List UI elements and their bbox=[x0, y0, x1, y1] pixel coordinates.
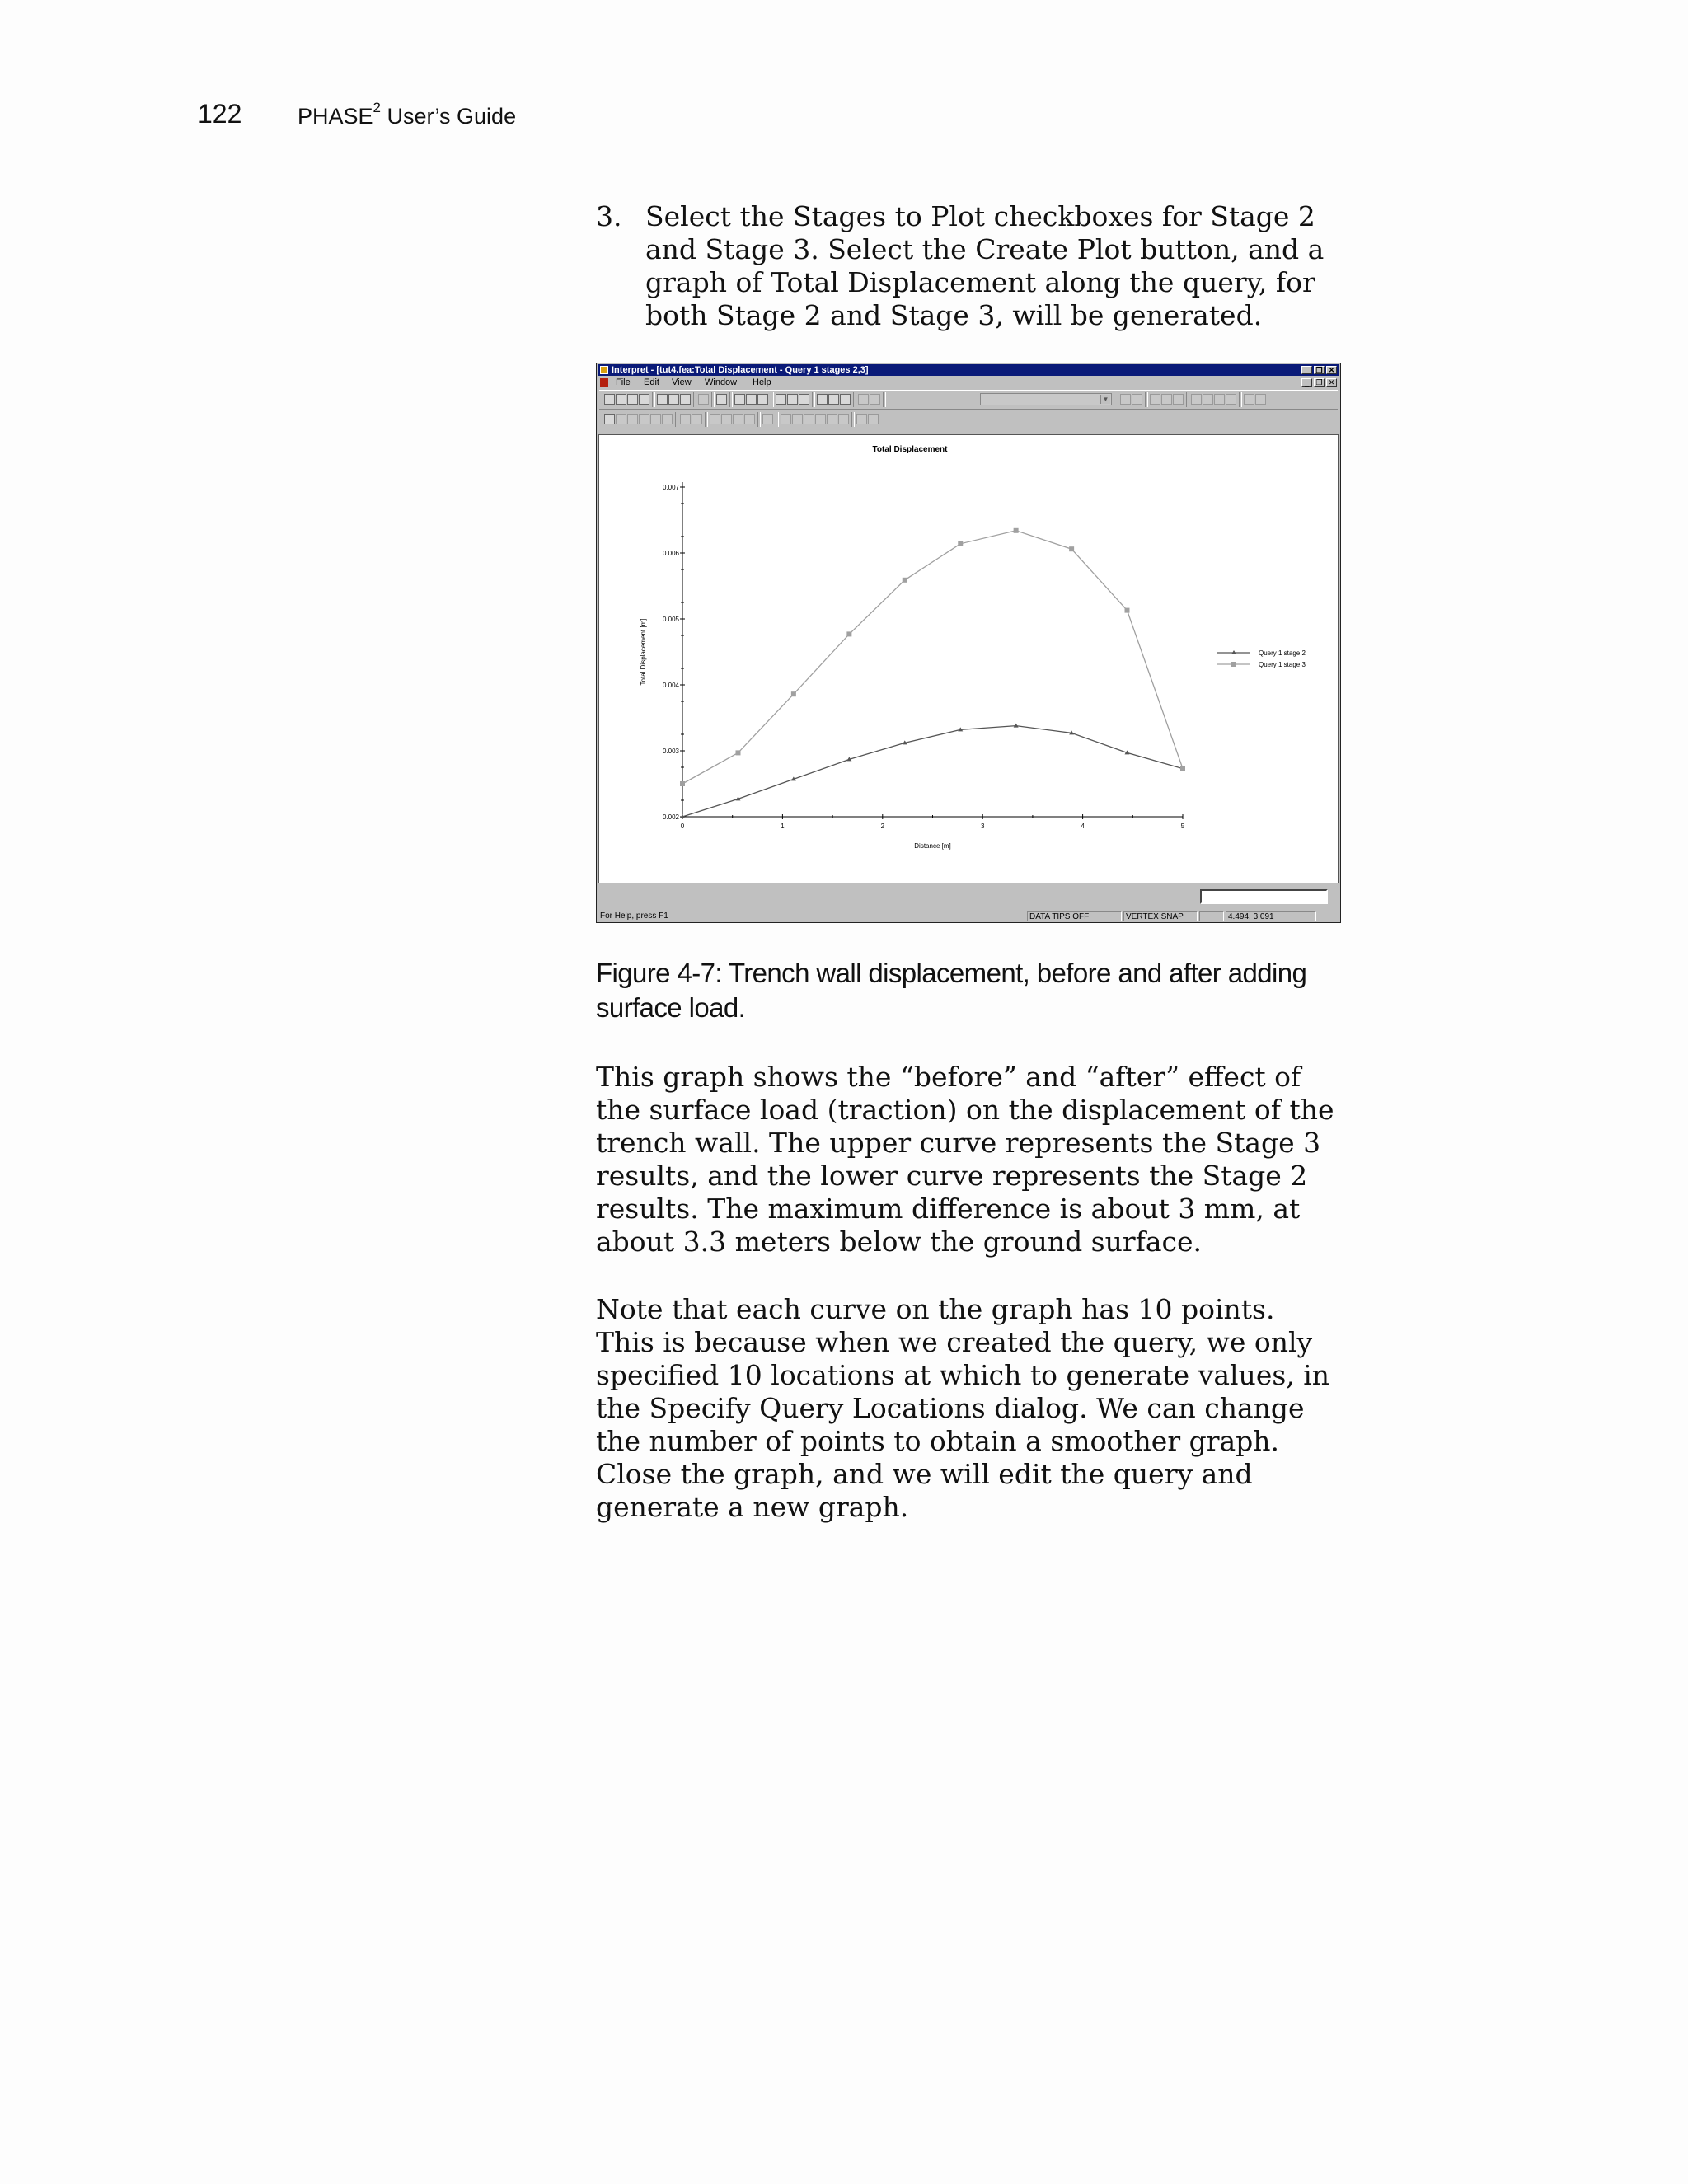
export-icon[interactable] bbox=[627, 394, 638, 405]
draw-line-icon[interactable] bbox=[616, 414, 626, 424]
series-line-1 bbox=[682, 726, 1183, 817]
angle-icon[interactable] bbox=[721, 414, 732, 424]
close-icon[interactable]: ✕ bbox=[1326, 366, 1337, 374]
page-number: 122 bbox=[198, 99, 242, 129]
running-header bbox=[298, 100, 517, 129]
y-tick-label: 0.003 bbox=[662, 748, 679, 755]
grid-icon[interactable] bbox=[716, 394, 727, 405]
record-icon[interactable] bbox=[734, 394, 745, 405]
tool-d-icon[interactable] bbox=[1161, 394, 1172, 405]
menu-view[interactable]: View bbox=[672, 377, 692, 387]
x-tick-label: 4 bbox=[1081, 823, 1085, 830]
y-tick-label: 0.007 bbox=[662, 484, 679, 491]
legend-marker-2 bbox=[1231, 662, 1236, 667]
toolbar-separator bbox=[1145, 392, 1148, 407]
restore-icon[interactable]: ❐ bbox=[1314, 366, 1325, 374]
data-point-square bbox=[958, 541, 963, 546]
chart-title: Total Displacement bbox=[872, 445, 948, 454]
preview-icon[interactable] bbox=[668, 394, 679, 405]
toolbar-separator bbox=[711, 392, 715, 407]
zoom-in-icon[interactable] bbox=[787, 394, 798, 405]
blank-icon[interactable] bbox=[698, 394, 709, 405]
data-point-square bbox=[680, 781, 685, 786]
status-data-tips[interactable]: DATA TIPS OFF bbox=[1027, 911, 1122, 921]
plot-area bbox=[598, 434, 1339, 883]
data-point-square bbox=[903, 578, 907, 583]
data-point-square bbox=[1014, 528, 1019, 533]
plot-controls-strip bbox=[598, 886, 1339, 909]
query-edit-icon[interactable] bbox=[870, 394, 880, 405]
running-title-rest: User’s Guide bbox=[381, 104, 517, 129]
rectangle-icon[interactable] bbox=[639, 414, 649, 424]
x-tick-label: 1 bbox=[781, 823, 785, 830]
legend-label-2: Query 1 stage 3 bbox=[1259, 661, 1306, 668]
dimension-icon[interactable] bbox=[692, 414, 702, 424]
y-axis-label: Total Displacement [m] bbox=[640, 618, 647, 686]
pan-icon[interactable] bbox=[840, 394, 851, 405]
window-title: Interpret - [tut4.fea:Total Displacement - Query 1 stages 2,3] bbox=[612, 365, 869, 375]
toolbar-separator bbox=[1186, 392, 1189, 407]
data-point-square bbox=[1125, 608, 1130, 613]
chevron-down-icon[interactable]: ▼ bbox=[1100, 395, 1110, 404]
running-title: PHASE bbox=[298, 104, 373, 129]
tool-g-icon[interactable] bbox=[1203, 394, 1213, 405]
text-icon[interactable] bbox=[662, 414, 673, 424]
arrow-icon[interactable] bbox=[680, 414, 691, 424]
zoom-previous-icon[interactable] bbox=[828, 394, 839, 405]
toolbar-separator bbox=[1239, 392, 1242, 407]
layer-b-icon[interactable] bbox=[792, 414, 803, 424]
title-bar bbox=[598, 364, 1339, 376]
data-point-square bbox=[1069, 546, 1074, 551]
body-paragraph: Note that each curve on the graph has 10 points. This is because when we created the query, we only specified 10 locations at which to generate values, in the Specify Query Locations dialog. We can change the number of points to obtain a smoother graph. Close the graph, and we will edit the query and generate a new graph. bbox=[596, 1293, 1330, 1523]
child-restore-icon[interactable]: ❐ bbox=[1314, 378, 1325, 387]
pointer-icon[interactable] bbox=[627, 414, 638, 424]
data-point-square bbox=[791, 691, 796, 696]
x-axis-label: Distance [m] bbox=[914, 842, 951, 850]
data-point-square bbox=[1180, 766, 1185, 771]
toolbar-separator bbox=[851, 412, 855, 427]
document-icon bbox=[600, 378, 608, 387]
toolbar-separator bbox=[675, 412, 678, 427]
step-text: Select the Stages to Plot checkboxes for Stage 2 and Stage 3. Select the Create Plot button, and a graph of Total Displacement along the query, for both Stage 2 and Stage 3, will be generated. bbox=[645, 200, 1325, 331]
toolbar-separator bbox=[757, 412, 761, 427]
value-field[interactable] bbox=[1200, 889, 1328, 904]
x-tick-label: 0 bbox=[680, 823, 685, 830]
y-tick-label: 0.002 bbox=[662, 813, 679, 821]
toolbar-separator bbox=[812, 392, 815, 407]
status-bar bbox=[598, 911, 1339, 921]
legend-label-1: Query 1 stage 2 bbox=[1259, 649, 1306, 657]
status-blank-pane bbox=[1199, 911, 1224, 921]
toolbar-separator bbox=[705, 412, 708, 427]
y-tick-label: 0.004 bbox=[662, 682, 679, 689]
status-vertex-snap[interactable]: VERTEX SNAP bbox=[1123, 911, 1198, 921]
print-icon[interactable] bbox=[680, 394, 691, 405]
toolbar-separator bbox=[729, 392, 733, 407]
copy-icon[interactable] bbox=[616, 394, 626, 405]
tool-f-icon[interactable] bbox=[1191, 394, 1202, 405]
layer-c-icon[interactable] bbox=[804, 414, 814, 424]
menu-help[interactable]: Help bbox=[753, 377, 771, 387]
tool-k-icon[interactable] bbox=[1255, 394, 1266, 405]
snap-grid-icon[interactable] bbox=[868, 414, 879, 424]
toolbar-separator bbox=[776, 412, 779, 427]
status-help-text: For Help, press F1 bbox=[600, 912, 668, 921]
toolbar-secondary bbox=[599, 410, 1338, 429]
running-title-superscript: 2 bbox=[373, 100, 382, 115]
interpret-window-screenshot bbox=[596, 363, 1341, 923]
toolbar-main bbox=[599, 390, 1338, 410]
tool-j-icon[interactable] bbox=[1244, 394, 1254, 405]
play-icon[interactable] bbox=[746, 394, 757, 405]
measure-icon[interactable] bbox=[744, 414, 755, 424]
menu-edit[interactable]: Edit bbox=[644, 377, 659, 387]
layer-d-icon[interactable] bbox=[815, 414, 826, 424]
zoom-out-icon[interactable] bbox=[799, 394, 809, 405]
tool-b-icon[interactable] bbox=[1132, 394, 1142, 405]
zoom-all-icon[interactable] bbox=[776, 394, 786, 405]
query-icon[interactable] bbox=[858, 394, 869, 405]
menu-file[interactable]: File bbox=[616, 377, 631, 387]
stage-dropdown[interactable] bbox=[980, 393, 1112, 405]
y-tick-label: 0.006 bbox=[662, 550, 679, 557]
x-tick-label: 3 bbox=[980, 823, 985, 830]
polyline-icon[interactable] bbox=[710, 414, 720, 424]
snap-icon[interactable] bbox=[856, 414, 867, 424]
toolbar-separator bbox=[771, 392, 774, 407]
zoom-window-icon[interactable] bbox=[817, 394, 828, 405]
tool-e-icon[interactable] bbox=[1173, 394, 1184, 405]
layer-a-icon[interactable] bbox=[781, 414, 791, 424]
ellipse-icon[interactable] bbox=[650, 414, 661, 424]
toolbar-separator bbox=[693, 392, 696, 407]
layer-f-icon[interactable] bbox=[838, 414, 849, 424]
data-point-square bbox=[735, 750, 740, 755]
stop-icon[interactable] bbox=[757, 394, 768, 405]
color-icon[interactable] bbox=[657, 394, 668, 405]
tool-a-icon[interactable] bbox=[1120, 394, 1131, 405]
toolbar-separator bbox=[883, 392, 886, 407]
edit-icon[interactable] bbox=[762, 414, 773, 424]
step-number: 3. bbox=[596, 200, 622, 232]
status-coordinates: 4.494, 3.091 bbox=[1226, 911, 1316, 921]
figure-caption: Figure 4-7: Trench wall displacement, before and after adding surface load. bbox=[596, 958, 1307, 1023]
tool-i-icon[interactable] bbox=[1226, 394, 1236, 405]
table-icon[interactable] bbox=[639, 394, 649, 405]
menu-bar bbox=[598, 377, 1339, 388]
toolbar-separator bbox=[652, 392, 655, 407]
x-tick-label: 2 bbox=[880, 823, 885, 830]
toolbar-separator bbox=[853, 392, 856, 407]
tool-h-icon[interactable] bbox=[1214, 394, 1225, 405]
select-icon[interactable] bbox=[604, 414, 615, 424]
app-icon bbox=[600, 366, 608, 374]
minimize-icon[interactable]: _ bbox=[1301, 366, 1312, 374]
arc-icon[interactable] bbox=[733, 414, 743, 424]
tool-c-icon[interactable] bbox=[1150, 394, 1160, 405]
x-tick-label: 5 bbox=[1180, 823, 1185, 830]
displacement-chart bbox=[599, 435, 1338, 883]
child-close-icon[interactable]: ✕ bbox=[1326, 378, 1337, 387]
data-point-square bbox=[846, 631, 851, 636]
open-icon[interactable] bbox=[604, 394, 615, 405]
layer-e-icon[interactable] bbox=[827, 414, 837, 424]
body-paragraph: This graph shows the “before” and “after” effect of the surface load (traction) on the displacement of the trench wall. The upper curve represents the Stage 3 results, and the lower curve represents the Stage 2 results. The maximum difference is about 3 mm, at about 3.3 meters below the ground surface. bbox=[596, 1061, 1334, 1258]
menu-window[interactable]: Window bbox=[705, 377, 738, 387]
y-tick-label: 0.005 bbox=[662, 616, 679, 623]
child-minimize-icon[interactable]: _ bbox=[1301, 378, 1312, 387]
